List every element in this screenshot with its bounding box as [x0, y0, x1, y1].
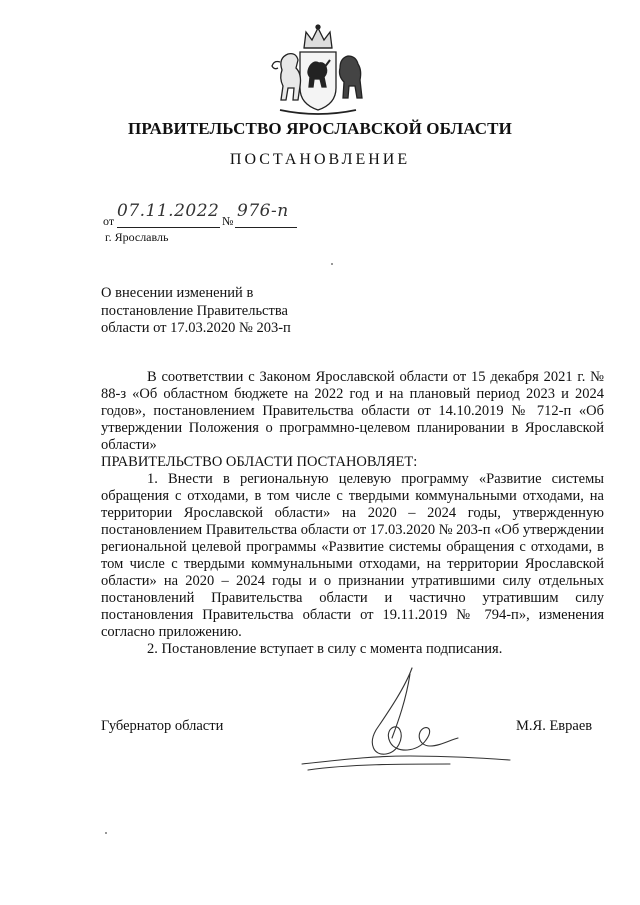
page-title: ПРАВИТЕЛЬСТВО ЯРОСЛАВСКОЙ ОБЛАСТИ: [128, 119, 512, 138]
scan-speck: [105, 832, 107, 834]
subject-line: О внесении изменений в: [101, 285, 254, 301]
scan-speck: [331, 263, 333, 265]
decree-body: [101, 369, 604, 658]
subject-line: постановление Правительства: [101, 302, 288, 319]
handwritten-signature: [300, 660, 520, 785]
coat-of-arms-icon: [266, 22, 370, 118]
number-underline: [235, 227, 297, 228]
decree-number: 976-п: [237, 201, 289, 221]
decree-date-line: [103, 203, 323, 233]
subject-line: области от 17.03.2020 № 203-п: [101, 320, 291, 336]
signatory-name: М.Я. Евраев: [516, 718, 593, 734]
preamble: В соответствии с Законом Ярославской области от 15 декабря 2021 г. № 88-з «Об областном бюджете на 2022 год и на плановый период 2023 и 2024 годов», постановлением Правительства области от 14.10.2019 № 712-п «Об утверждении Положения о программно-целевом планировании в Ярославской области»: [101, 369, 604, 453]
item-2: 2. Постановление вступает в силу с момента подписания.: [147, 641, 503, 657]
order-statement: ПРАВИТЕЛЬСТВО ОБЛАСТИ ПОСТАНОВЛЯЕТ:: [101, 454, 418, 470]
number-prefix: №: [222, 214, 234, 228]
decree-subject: [101, 285, 361, 338]
decree-date: 07.11.2022: [117, 201, 220, 221]
document-type: ПОСТАНОВЛЕНИЕ: [229, 151, 411, 168]
date-underline: [117, 227, 220, 228]
signatory-position: Губернатор области: [101, 718, 224, 734]
date-prefix: от: [103, 214, 115, 228]
item-1: 1. Внести в региональную целевую программу «Развитие системы обращения с отходами, в том числе с твердыми коммунальными отходами, на территории Ярославской области» на 2020 – 2024 годы, утвержденную постановлением Правительства области от 17.03.2020 № 203-п «Об утверждении региональной целевой программы «Развитие системы обращения с отходами, в том числе с твердыми коммунальными отходами, на территории Ярославской области» на 2020 – 2024 годы и о признании утратившими силу отдельных постановлений Правительства области и частично утратившим силу постановления Правительства области от 19.11.2019 № 794-п», изменения согласно приложению.: [101, 471, 605, 640]
city: г. Ярославль: [105, 230, 169, 244]
